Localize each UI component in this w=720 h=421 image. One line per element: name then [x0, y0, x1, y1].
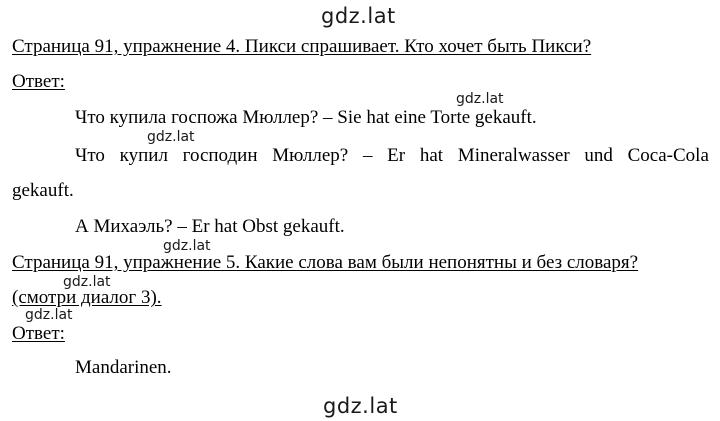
word: господин — [182, 145, 258, 166]
word: und — [584, 145, 613, 166]
exercise-4-heading: Страница 91, упражнение 4. Пикси спрашивает. Кто хочет быть Пикси? — [12, 36, 592, 57]
exercise-4-answer-line-2-continued: gekauft. — [12, 180, 74, 201]
watermark-bottom: gdz.lat — [323, 394, 398, 418]
exercise-4-answer-line-3: А Михаэль? – Er hat Obst gekauft. — [75, 216, 345, 237]
watermark-inline-3: gdz.lat — [163, 238, 211, 254]
exercise-5-answer-label: Ответ: — [12, 323, 65, 344]
word: Coca-Cola — [627, 145, 709, 166]
word: hat — [419, 145, 444, 166]
word: Mineralwasser — [457, 145, 570, 166]
exercise-4-answer-label: Ответ: — [12, 71, 65, 92]
word: Что — [75, 145, 105, 166]
word: Er — [387, 145, 406, 166]
watermark-top: gdz.lat — [321, 4, 396, 28]
exercise-4-answer-line-2 — [75, 145, 709, 167]
word: Мюллер? — [272, 145, 349, 166]
exercise-5-answer: Mandarinen. — [75, 357, 172, 378]
word: купил — [119, 145, 168, 166]
exercise-5-heading-line-1: Страница 91, упражнение 5. Какие слова вам были непонятны и без словаря? — [12, 252, 639, 273]
exercise-4-answer-line-1: Что купила госпожа Мюллер? – Sie hat eine Torte gekauft. — [75, 107, 537, 128]
watermark-inline-1: gdz.lat — [456, 91, 504, 107]
word: – — [362, 145, 373, 166]
watermark-inline-4: gdz.lat — [63, 274, 111, 290]
watermark-inline-2: gdz.lat — [147, 129, 195, 145]
exercise-5-heading-line-2: (смотри диалог 3). — [12, 287, 162, 308]
watermark-inline-5: gdz.lat — [25, 307, 73, 323]
